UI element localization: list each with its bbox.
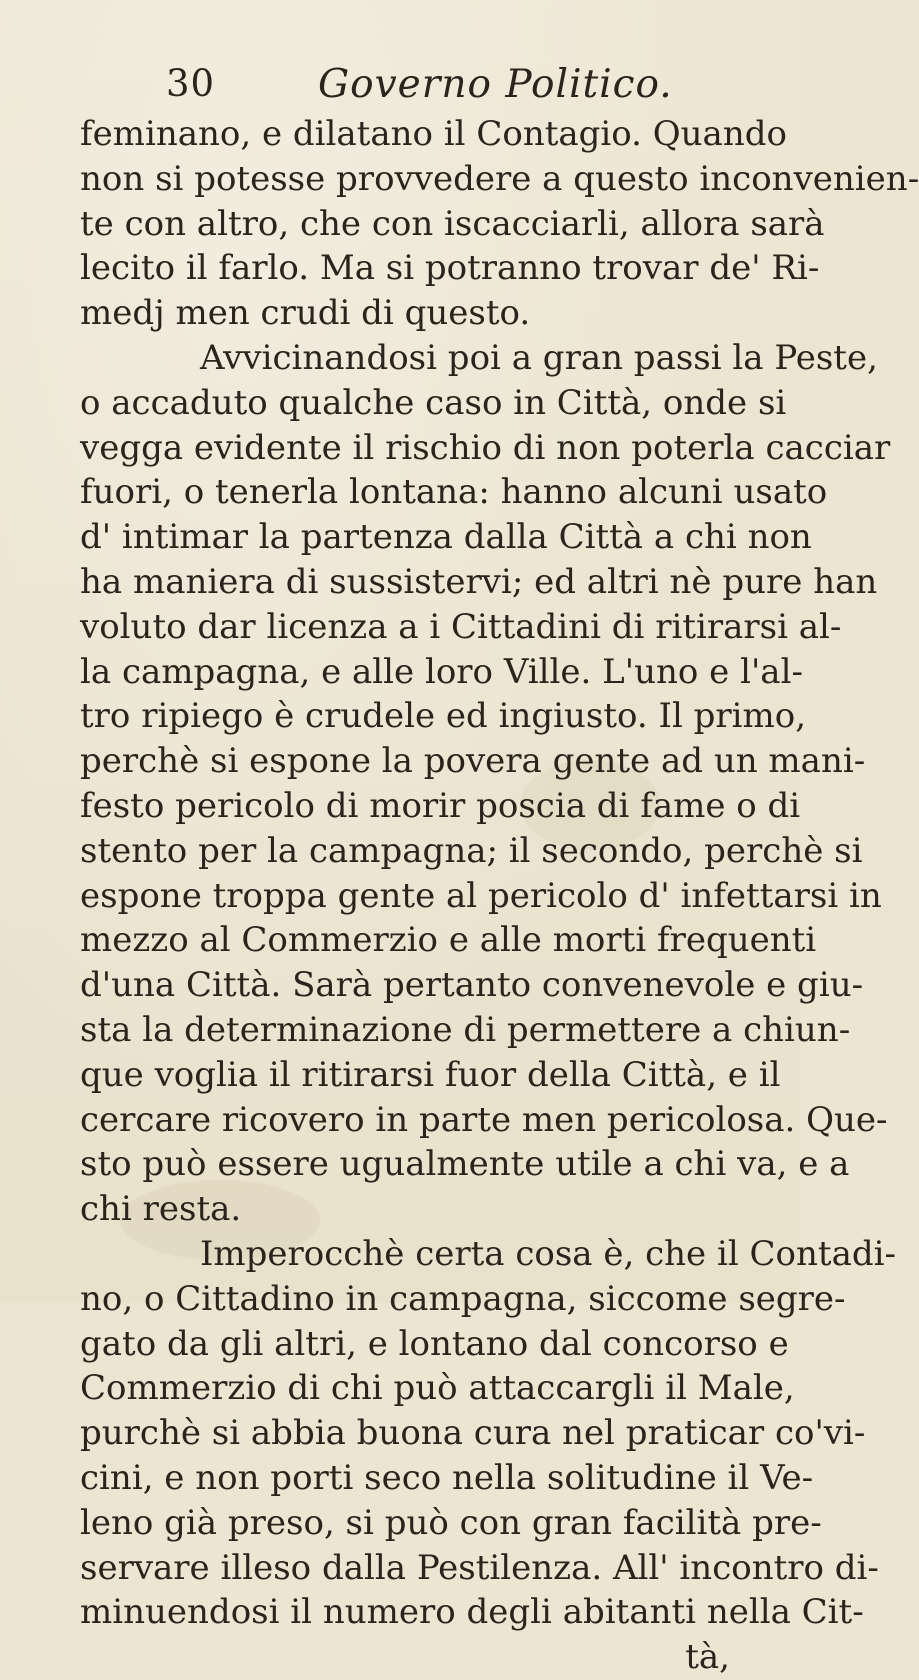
text-line: d' intimar la partenza dalla Città a chi non (80, 517, 812, 558)
text-line: stento per la campagna; il secondo, perchè si (80, 830, 863, 871)
text-line: espone troppa gente al pericolo d' infettarsi in (80, 875, 882, 916)
text-line: mezzo al Commerzio e alle morti frequenti (80, 920, 817, 961)
text-line: Avvicinandosi poi a gran passi la Peste, (200, 337, 878, 378)
text-line: o accaduto qualche caso in Città, onde si (80, 382, 787, 423)
text-line: servare illeso dalla Pestilenza. All' incontro di- (80, 1547, 879, 1588)
text-line: minuendosi il numero degli abitanti nella Cit- (80, 1592, 864, 1633)
text-line: festo pericolo di morir poscia di fame o di (80, 785, 801, 826)
text-line: tro ripiego è crudele ed ingiusto. Il primo, (80, 696, 807, 737)
text-line: feminano, e dilatano il Contagio. Quando (80, 114, 787, 154)
text-line: cini, e non porti seco nella solitudine il Ve- (80, 1457, 814, 1498)
text-line: que voglia il ritirarsi fuor della Città, e il (80, 1054, 781, 1095)
text-line: te con altro, che con iscacciarli, allora sarà (80, 203, 825, 244)
text-line: purchè si abbia buona cura nel praticar co'vi- (80, 1413, 866, 1454)
text-line: sto può essere ugualmente utile a chi va, e a (80, 1144, 850, 1185)
text-line: sta la determinazione di permettere a chiun- (80, 1009, 851, 1050)
body-text (80, 112, 919, 1680)
text-line: leno già preso, si può con gran facilità pre- (80, 1502, 822, 1543)
text-line: ha maniera di sussistervi; ed altri nè pure han (80, 561, 878, 602)
text-line: lecito il farlo. Ma si potranno trovar de' Ri- (80, 248, 820, 289)
text-line: voluto dar licenza a i Cittadini di ritirarsi al- (80, 606, 842, 647)
catchword: tà, (685, 1637, 730, 1678)
text-line: Commerzio di chi può attaccargli il Male, (80, 1368, 795, 1409)
text-line: non si potesse provvedere a questo inconvenien- (80, 158, 919, 199)
text-line: chi resta. (80, 1189, 242, 1230)
text-line: la campagna, e alle loro Ville. L'uno e l'al- (80, 651, 803, 692)
text-line: d'una Città. Sarà pertanto convenevole e giu- (80, 965, 864, 1006)
text-line: cercare ricovero in parte men pericolosa. Que- (80, 1099, 888, 1140)
running-title: Governo Politico. (318, 62, 673, 107)
page-number: 30 (166, 62, 216, 105)
text-line: no, o Cittadino in campagna, siccome segre- (80, 1278, 846, 1319)
text-line: gato da gli altri, e lontano dal concorso e (80, 1323, 789, 1364)
text-line: Imperocchè certa cosa è, che il Contadi- (200, 1233, 896, 1274)
text-line: vegga evidente il rischio di non poterla cacciar (80, 427, 891, 468)
page-header (0, 62, 800, 112)
text-line: medj men crudi di questo. (80, 293, 531, 334)
text-line: fuori, o tenerla lontana: hanno alcuni usato (80, 472, 828, 513)
text-line: perchè si espone la povera gente ad un mani- (80, 741, 866, 782)
